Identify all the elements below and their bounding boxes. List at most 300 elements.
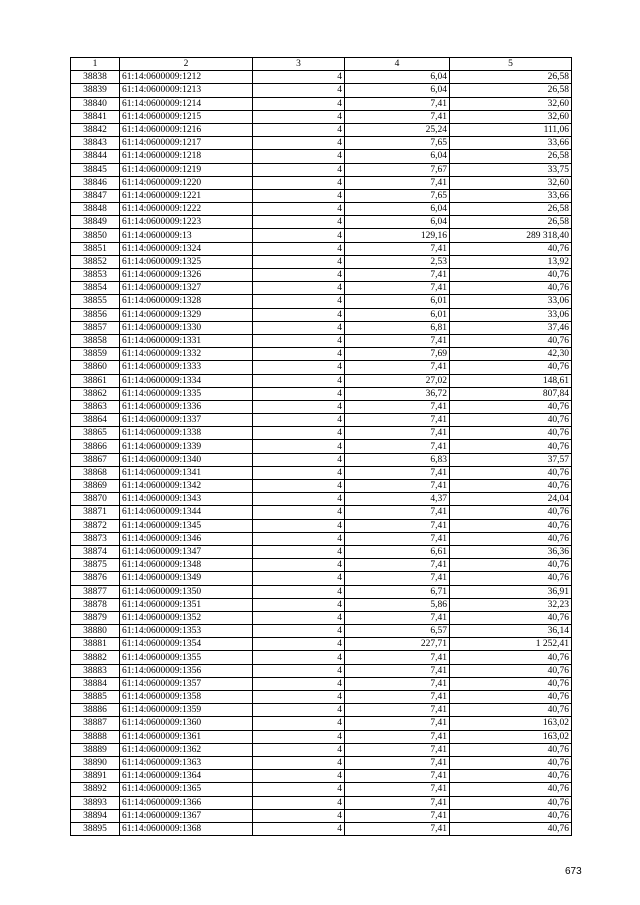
table-cell: 38873: [71, 532, 120, 545]
table-cell: 4: [253, 203, 345, 216]
table-cell: 4: [253, 282, 345, 295]
table-cell: 38858: [71, 334, 120, 347]
table-cell: 7,41: [345, 282, 450, 295]
table-cell: 61:14:0600009:1354: [120, 638, 253, 651]
table-cell: 61:14:0600009:1362: [120, 743, 253, 756]
table-cell: 61:14:0600009:1351: [120, 598, 253, 611]
table-cell: 40,76: [450, 677, 572, 690]
table-cell: 61:14:0600009:1366: [120, 796, 253, 809]
table-cell: 38885: [71, 691, 120, 704]
table-cell: 6,83: [345, 453, 450, 466]
table-cell: 40,76: [450, 361, 572, 374]
table-cell: 61:14:0600009:1324: [120, 242, 253, 255]
table-cell: 33,66: [450, 189, 572, 202]
table-cell: 61:14:0600009:1348: [120, 559, 253, 572]
table-row: [71, 110, 572, 123]
table-row: [71, 84, 572, 97]
table-cell: 7,41: [345, 466, 450, 479]
table-row: [71, 163, 572, 176]
table-cell: 38887: [71, 717, 120, 730]
table-row: [71, 545, 572, 558]
table-cell: 7,41: [345, 770, 450, 783]
table-cell: 40,76: [450, 651, 572, 664]
table-cell: 26,58: [450, 71, 572, 84]
table-cell: 61:14:0600009:1359: [120, 704, 253, 717]
table-cell: 4: [253, 691, 345, 704]
table-cell: 38882: [71, 651, 120, 664]
table-row: [71, 295, 572, 308]
table-row: [71, 400, 572, 413]
table-cell: 7,41: [345, 427, 450, 440]
table-cell: 807,84: [450, 387, 572, 400]
table-cell: 38870: [71, 493, 120, 506]
table-cell: 61:14:0600009:1335: [120, 387, 253, 400]
table-row: [71, 137, 572, 150]
table-cell: 4: [253, 519, 345, 532]
table-cell: 163,02: [450, 717, 572, 730]
table-header-row: [71, 58, 572, 71]
table-row: [71, 71, 572, 84]
table-cell: 61:14:0600009:1218: [120, 150, 253, 163]
table-cell: 4: [253, 97, 345, 110]
table-cell: 38889: [71, 743, 120, 756]
table-cell: 289 318,40: [450, 229, 572, 242]
table-cell: 40,76: [450, 242, 572, 255]
table-cell: 7,41: [345, 756, 450, 769]
table-cell: 40,76: [450, 282, 572, 295]
table-cell: 61:14:0600009:1352: [120, 611, 253, 624]
table-cell: 7,41: [345, 242, 450, 255]
header-cell-2: 2: [120, 58, 253, 71]
table-cell: 6,81: [345, 321, 450, 334]
table-cell: 40,76: [450, 572, 572, 585]
table-cell: 38866: [71, 440, 120, 453]
table-cell: 4: [253, 783, 345, 796]
table-cell: 7,65: [345, 137, 450, 150]
table-cell: 7,41: [345, 809, 450, 822]
table-row: [71, 374, 572, 387]
table-cell: 4: [253, 176, 345, 189]
table-cell: 38869: [71, 480, 120, 493]
table-cell: 4: [253, 717, 345, 730]
table-cell: 6,04: [345, 203, 450, 216]
table-row: [71, 677, 572, 690]
table-cell: 227,71: [345, 638, 450, 651]
table-cell: 38846: [71, 176, 120, 189]
table-cell: 40,76: [450, 822, 572, 835]
table-cell: 40,76: [450, 414, 572, 427]
table-cell: 38862: [71, 387, 120, 400]
table-cell: 37,57: [450, 453, 572, 466]
table-cell: 38861: [71, 374, 120, 387]
table-body: [71, 58, 572, 836]
table-cell: 40,76: [450, 559, 572, 572]
table-cell: 4: [253, 229, 345, 242]
table-cell: 163,02: [450, 730, 572, 743]
page-number: 673: [565, 866, 582, 877]
table-cell: 61:14:0600009:1355: [120, 651, 253, 664]
table-cell: 4: [253, 585, 345, 598]
header-cell-1: 1: [71, 58, 120, 71]
table-row: [71, 321, 572, 334]
table-cell: 7,41: [345, 704, 450, 717]
table-cell: 7,41: [345, 743, 450, 756]
table-cell: 61:14:0600009:13: [120, 229, 253, 242]
table-cell: 7,41: [345, 730, 450, 743]
table-cell: 38894: [71, 809, 120, 822]
table-cell: 4: [253, 110, 345, 123]
table-cell: 6,71: [345, 585, 450, 598]
table-cell: 6,04: [345, 216, 450, 229]
table-cell: 38893: [71, 796, 120, 809]
table-cell: 4: [253, 427, 345, 440]
table-row: [71, 704, 572, 717]
table-cell: 40,76: [450, 519, 572, 532]
table-cell: 4: [253, 308, 345, 321]
table-cell: 7,69: [345, 348, 450, 361]
table-cell: 4: [253, 216, 345, 229]
table-cell: 38838: [71, 71, 120, 84]
table-cell: 36,91: [450, 585, 572, 598]
table-cell: 61:14:0600009:1337: [120, 414, 253, 427]
table-cell: 40,76: [450, 400, 572, 413]
table-cell: 38860: [71, 361, 120, 374]
table-cell: 7,41: [345, 414, 450, 427]
table-cell: 4: [253, 150, 345, 163]
table-cell: 25,24: [345, 123, 450, 136]
table-row: [71, 572, 572, 585]
table-cell: 33,06: [450, 308, 572, 321]
table-cell: 4: [253, 361, 345, 374]
table-row: [71, 308, 572, 321]
table-row: [71, 348, 572, 361]
table-cell: 38867: [71, 453, 120, 466]
table-cell: 38884: [71, 677, 120, 690]
table-cell: 4: [253, 493, 345, 506]
table-row: [71, 638, 572, 651]
table-cell: 61:14:0600009:1363: [120, 756, 253, 769]
table-cell: 38842: [71, 123, 120, 136]
table-cell: 40,76: [450, 796, 572, 809]
table-cell: 38874: [71, 545, 120, 558]
table-row: [71, 387, 572, 400]
table-cell: 2,53: [345, 255, 450, 268]
table-cell: 61:14:0600009:1357: [120, 677, 253, 690]
table-cell: 61:14:0600009:1364: [120, 770, 253, 783]
table-cell: 38872: [71, 519, 120, 532]
table-cell: 4: [253, 453, 345, 466]
table-cell: 38839: [71, 84, 120, 97]
table-cell: 38879: [71, 611, 120, 624]
table-cell: 40,76: [450, 506, 572, 519]
table-cell: 4: [253, 796, 345, 809]
table-cell: 7,41: [345, 97, 450, 110]
table-cell: 1 252,41: [450, 638, 572, 651]
table-cell: 40,76: [450, 269, 572, 282]
table-cell: 38892: [71, 783, 120, 796]
table-row: [71, 189, 572, 202]
table-cell: 4: [253, 348, 345, 361]
table-cell: 40,76: [450, 704, 572, 717]
table-cell: 38843: [71, 137, 120, 150]
table-cell: 7,41: [345, 691, 450, 704]
table-cell: 38853: [71, 269, 120, 282]
table-cell: 7,41: [345, 334, 450, 347]
table-row: [71, 269, 572, 282]
table-cell: 61:14:0600009:1340: [120, 453, 253, 466]
table-cell: 61:14:0600009:1213: [120, 84, 253, 97]
table-cell: 40,76: [450, 440, 572, 453]
table-cell: 13,92: [450, 255, 572, 268]
table-cell: 6,57: [345, 625, 450, 638]
table-cell: 4: [253, 440, 345, 453]
table-cell: 4: [253, 730, 345, 743]
table-row: [71, 466, 572, 479]
table-cell: 7,67: [345, 163, 450, 176]
table-cell: 4: [253, 334, 345, 347]
table-row: [71, 664, 572, 677]
table-cell: 4: [253, 295, 345, 308]
table-cell: 38844: [71, 150, 120, 163]
table-cell: 42,30: [450, 348, 572, 361]
table-cell: 61:14:0600009:1222: [120, 203, 253, 216]
table-cell: 61:14:0600009:1349: [120, 572, 253, 585]
table-cell: 61:14:0600009:1353: [120, 625, 253, 638]
table-cell: 38845: [71, 163, 120, 176]
table-cell: 7,41: [345, 717, 450, 730]
table-row: [71, 585, 572, 598]
table-cell: 26,58: [450, 150, 572, 163]
table-cell: 61:14:0600009:1334: [120, 374, 253, 387]
table-cell: 38848: [71, 203, 120, 216]
table-cell: 38864: [71, 414, 120, 427]
table-cell: 38856: [71, 308, 120, 321]
table-cell: 61:14:0600009:1367: [120, 809, 253, 822]
table-cell: 38851: [71, 242, 120, 255]
table-cell: 61:14:0600009:1341: [120, 466, 253, 479]
table-row: [71, 242, 572, 255]
table-cell: 7,41: [345, 176, 450, 189]
table-cell: 61:14:0600009:1365: [120, 783, 253, 796]
table-row: [71, 440, 572, 453]
table-row: [71, 809, 572, 822]
table-row: [71, 730, 572, 743]
table-cell: 4: [253, 638, 345, 651]
table-cell: 4,37: [345, 493, 450, 506]
table-cell: 61:14:0600009:1336: [120, 400, 253, 413]
table-cell: 4: [253, 123, 345, 136]
table-row: [71, 756, 572, 769]
table-cell: 32,60: [450, 110, 572, 123]
table-cell: 38850: [71, 229, 120, 242]
table-cell: 4: [253, 677, 345, 690]
table-cell: 148,61: [450, 374, 572, 387]
table-row: [71, 519, 572, 532]
table-cell: 61:14:0600009:1344: [120, 506, 253, 519]
table-cell: 24,04: [450, 493, 572, 506]
table-cell: 61:14:0600009:1339: [120, 440, 253, 453]
table-cell: 4: [253, 137, 345, 150]
table-row: [71, 598, 572, 611]
table-cell: 4: [253, 414, 345, 427]
table-row: [71, 229, 572, 242]
table-cell: 4: [253, 572, 345, 585]
table-cell: 7,41: [345, 480, 450, 493]
header-cell-3: 3: [253, 58, 345, 71]
table-cell: 40,76: [450, 691, 572, 704]
table-cell: 27,02: [345, 374, 450, 387]
table-row: [71, 203, 572, 216]
table-cell: 61:14:0600009:1358: [120, 691, 253, 704]
table-cell: 4: [253, 506, 345, 519]
table-cell: 6,61: [345, 545, 450, 558]
table-cell: 61:14:0600009:1217: [120, 137, 253, 150]
table-cell: 38890: [71, 756, 120, 769]
table-cell: 33,75: [450, 163, 572, 176]
table-cell: 38868: [71, 466, 120, 479]
table-row: [71, 532, 572, 545]
table-cell: 38883: [71, 664, 120, 677]
table-cell: 7,41: [345, 506, 450, 519]
table-row: [71, 691, 572, 704]
table-cell: 40,76: [450, 770, 572, 783]
table-cell: 7,41: [345, 677, 450, 690]
table-cell: 6,04: [345, 71, 450, 84]
table-cell: 40,76: [450, 783, 572, 796]
data-table: [70, 57, 572, 836]
table-cell: 4: [253, 545, 345, 558]
table-cell: 7,41: [345, 783, 450, 796]
table-row: [71, 427, 572, 440]
table-cell: 40,76: [450, 532, 572, 545]
table-cell: 7,41: [345, 559, 450, 572]
table-cell: 4: [253, 84, 345, 97]
table-cell: 61:14:0600009:1327: [120, 282, 253, 295]
table-cell: 38865: [71, 427, 120, 440]
table-cell: 61:14:0600009:1346: [120, 532, 253, 545]
table-cell: 7,41: [345, 611, 450, 624]
table-cell: 4: [253, 242, 345, 255]
table-cell: 7,41: [345, 110, 450, 123]
table-cell: 7,65: [345, 189, 450, 202]
table-cell: 32,23: [450, 598, 572, 611]
header-cell-4: 4: [345, 58, 450, 71]
table-cell: 33,06: [450, 295, 572, 308]
table-cell: 4: [253, 625, 345, 638]
table-cell: 61:14:0600009:1329: [120, 308, 253, 321]
table-cell: 36,36: [450, 545, 572, 558]
table-cell: 33,66: [450, 137, 572, 150]
table-cell: 38888: [71, 730, 120, 743]
table-cell: 38855: [71, 295, 120, 308]
table-cell: 7,41: [345, 664, 450, 677]
table-cell: 6,01: [345, 308, 450, 321]
table-cell: 38877: [71, 585, 120, 598]
table-cell: 4: [253, 651, 345, 664]
table-cell: 36,72: [345, 387, 450, 400]
table-cell: 61:14:0600009:1328: [120, 295, 253, 308]
table-row: [71, 770, 572, 783]
table-cell: 38863: [71, 400, 120, 413]
table-cell: 4: [253, 611, 345, 624]
table-cell: 4: [253, 387, 345, 400]
table-cell: 61:14:0600009:1219: [120, 163, 253, 176]
table-cell: 129,16: [345, 229, 450, 242]
table-cell: 38854: [71, 282, 120, 295]
table-cell: 61:14:0600009:1356: [120, 664, 253, 677]
table-cell: 7,41: [345, 269, 450, 282]
table-cell: 4: [253, 704, 345, 717]
table-cell: 4: [253, 189, 345, 202]
table-cell: 4: [253, 809, 345, 822]
table-row: [71, 717, 572, 730]
table-cell: 38880: [71, 625, 120, 638]
table-cell: 61:14:0600009:1332: [120, 348, 253, 361]
table-cell: 7,41: [345, 651, 450, 664]
table-row: [71, 150, 572, 163]
table-row: [71, 123, 572, 136]
table-row: [71, 796, 572, 809]
table-cell: 38871: [71, 506, 120, 519]
table-cell: 4: [253, 255, 345, 268]
table-cell: 32,60: [450, 97, 572, 110]
table-cell: 40,76: [450, 466, 572, 479]
table-cell: 7,41: [345, 400, 450, 413]
table-row: [71, 334, 572, 347]
table-cell: 61:14:0600009:1342: [120, 480, 253, 493]
table-cell: 38881: [71, 638, 120, 651]
table-cell: 61:14:0600009:1212: [120, 71, 253, 84]
table-cell: 61:14:0600009:1221: [120, 189, 253, 202]
table-cell: 38886: [71, 704, 120, 717]
table-row: [71, 361, 572, 374]
table-cell: 61:14:0600009:1331: [120, 334, 253, 347]
table-cell: 61:14:0600009:1223: [120, 216, 253, 229]
table-cell: 40,76: [450, 480, 572, 493]
table-cell: 4: [253, 664, 345, 677]
table-cell: 40,76: [450, 334, 572, 347]
table-cell: 4: [253, 466, 345, 479]
table-cell: 4: [253, 269, 345, 282]
table-row: [71, 176, 572, 189]
table-cell: 38859: [71, 348, 120, 361]
table-cell: 36,14: [450, 625, 572, 638]
table-cell: 7,41: [345, 440, 450, 453]
table-cell: 111,06: [450, 123, 572, 136]
table-cell: 61:14:0600009:1338: [120, 427, 253, 440]
table-cell: 61:14:0600009:1215: [120, 110, 253, 123]
table-row: [71, 216, 572, 229]
table-cell: 38875: [71, 559, 120, 572]
table-cell: 37,46: [450, 321, 572, 334]
table-row: [71, 493, 572, 506]
table-cell: 7,41: [345, 572, 450, 585]
table-cell: 40,76: [450, 756, 572, 769]
table-row: [71, 783, 572, 796]
table-cell: 38878: [71, 598, 120, 611]
table-cell: 5,86: [345, 598, 450, 611]
table-cell: 38852: [71, 255, 120, 268]
table-cell: 38876: [71, 572, 120, 585]
table-cell: 61:14:0600009:1347: [120, 545, 253, 558]
table-cell: 26,58: [450, 84, 572, 97]
table-cell: 40,76: [450, 809, 572, 822]
table-row: [71, 559, 572, 572]
table-cell: 61:14:0600009:1216: [120, 123, 253, 136]
table-cell: 4: [253, 822, 345, 835]
table-cell: 40,76: [450, 664, 572, 677]
table-cell: 38857: [71, 321, 120, 334]
